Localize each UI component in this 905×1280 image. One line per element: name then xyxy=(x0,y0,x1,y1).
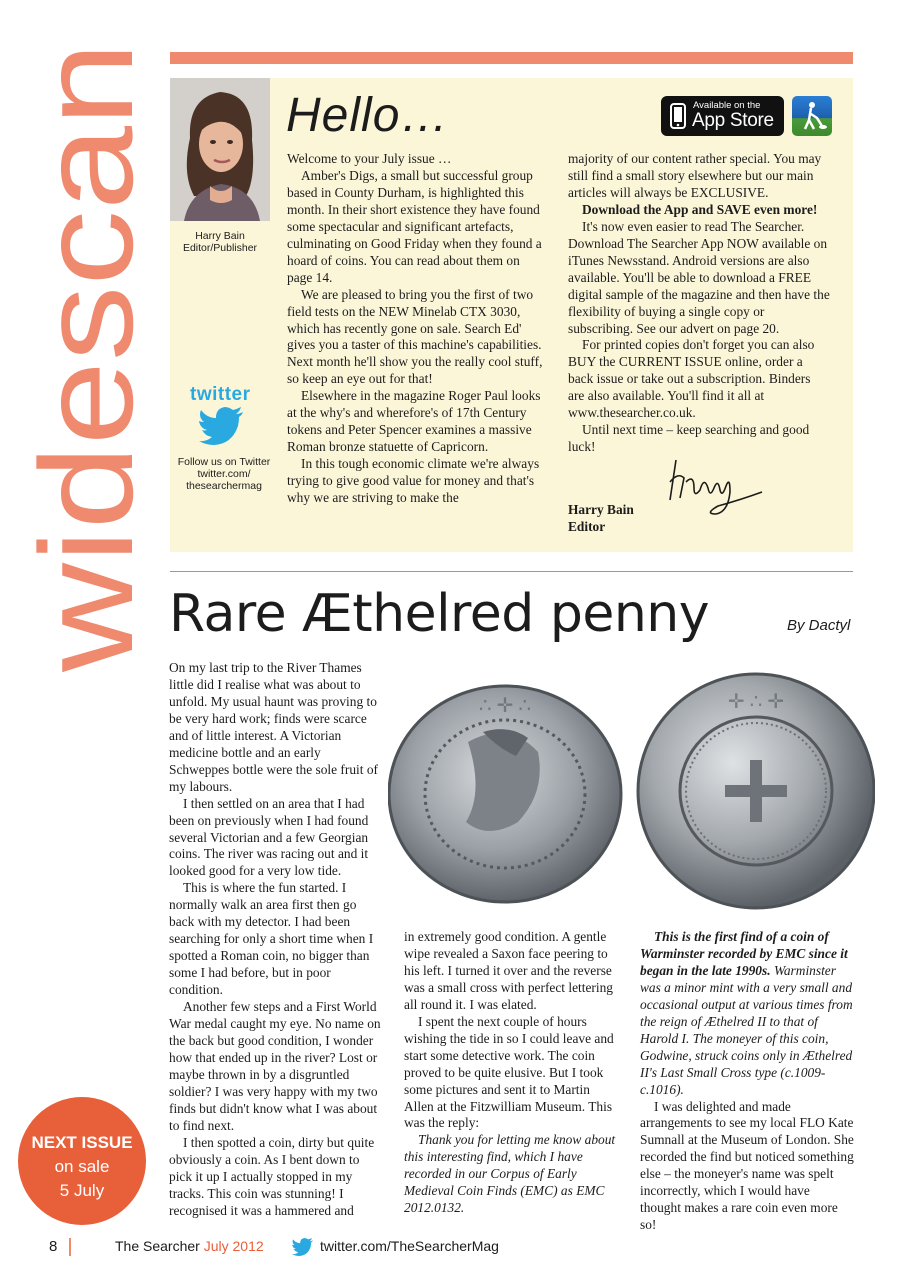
twitter-handle-line-2[interactable]: thesearchermag xyxy=(186,480,262,492)
app-store-small-text: Available on the xyxy=(693,100,761,111)
coin-reverse-image xyxy=(638,674,874,908)
hello-paragraph: In this tough economic climate we're always trying to give good value for money and that's why we are striving to make the xyxy=(287,456,540,506)
svg-text:∴ ✛ ∴: ∴ ✛ ∴ xyxy=(478,695,532,717)
app-store-big-text: App Store xyxy=(692,110,774,131)
article-quote-bold: This is the first find of a coin of Warminster recorded by EMC since it began in the late 1990s. xyxy=(640,929,848,978)
footer-twitter-link[interactable]: twitter.com/TheSearcherMag xyxy=(320,1238,499,1254)
editor-signature xyxy=(664,452,774,520)
footer-magazine-issue xyxy=(115,1238,264,1254)
hello-paragraph: It's now even easier to read The Searcher. Download The Searcher App NOW available on iTunes Newsstand. Android versions are also available. You'll be able to download a FREE digital sample of the magazine and then have the flexibility of buying a single copy or subscribing. See our advert on page 20. xyxy=(568,218,830,336)
twitter-wordmark[interactable]: twitter xyxy=(190,384,251,405)
svg-text:✛ ∴ ✛: ✛ ∴ ✛ xyxy=(727,691,785,713)
twitter-handle-line-1[interactable]: twitter.com/ xyxy=(197,468,251,480)
app-store-button[interactable] xyxy=(661,96,784,136)
next-issue-label: NEXT ISSUE xyxy=(31,1133,133,1152)
phone-icon xyxy=(670,103,686,129)
hello-paragraph: For printed copies don't forget you can also BUY the CURRENT ISSUE online, order a back issue or take out a subscription. Binders are also available. You'll find it all at www.thesearcher.co.uk. xyxy=(568,337,815,421)
twitter-caption xyxy=(170,456,278,492)
article-column-3 xyxy=(640,929,854,1234)
hello-paragraph: We are pleased to bring you the first of two field tests on the NEW Minelab CTX 3030, which has recently gone on sale. Search Ed' gives you a taster of this machine's capabilities. Next month he'll show you the really cool stuff, so keep an eye out for that! xyxy=(287,286,543,387)
hello-paragraph: Welcome to your July issue … xyxy=(287,151,452,166)
editor-photo xyxy=(170,78,270,221)
vertical-brand-word xyxy=(0,36,150,676)
top-accent-bar xyxy=(170,52,853,64)
hello-title: Hello… xyxy=(286,89,450,142)
hello-paragraph: Amber's Digs, a small but successful group based in County Durham, is highlighted this month. In their short existence they have found some spectacular and significant artefacts, culminating on Good Friday when they found a hoard of coins. You can read about them on page 14. xyxy=(287,167,542,285)
article-byline: By Dactyl xyxy=(787,617,851,634)
article-paragraph: in extremely good condition. A gentle wipe revealed a Saxon face peering to his left. I turned it over and the reverse was a small cross with perfect lettering all round it. I was elated. xyxy=(404,929,613,1012)
hello-paragraph: majority of our content rather special. You may still find a small story elsewhere but our main articles will always be EXCLUSIVE. xyxy=(568,151,822,200)
twitter-bird-icon[interactable] xyxy=(199,407,245,445)
editor-caption xyxy=(170,230,270,254)
section-divider xyxy=(170,571,853,572)
article-paragraph: Another few steps and a First World War medal caught my eye. No name on the back but good condition, I wonder how that ended up in the river? Lost or maybe thrown in by a disgruntled soldier? I was very happy with my two finds but didn't know what I was about to find next. xyxy=(169,999,381,1133)
editor-role: Editor/Publisher xyxy=(182,242,258,254)
hello-paragraph-bold: Download the App and SAVE even more! xyxy=(582,201,818,217)
article-paragraph: I was delighted and made arrangements to see my local FLO Kate Sumnall at the Museum of London. She recorded the find but noticed something else – the moneyer's name was spelt incorrectly, which I would have thought makes a rare coin even more so! xyxy=(640,1098,854,1233)
hello-paragraph: Until next time – keep searching and good luck! xyxy=(568,422,810,455)
footer-separator xyxy=(69,1238,71,1256)
article-paragraph: I spent the next couple of hours wishing the tide in so I could leave and start some detective work. The coin proved to be quite elusive. But I took some pictures and sent it to Martin Allen at the Fitzwilliam Museum. This was the reply: xyxy=(404,1013,614,1131)
article-paragraph: On my last trip to the River Thames little did I realise what was about to unfold. My usual haunt was proving to be very hard work; finds were scarce and of little interest. A Victorian medicine bottle and an early Schweppes bottle were the sole fruit of my labours. xyxy=(169,660,378,794)
editor-name: Harry Bain xyxy=(195,230,245,242)
next-issue-badge[interactable] xyxy=(18,1097,146,1225)
article-paragraph: I then spotted a coin, dirty but quite obviously a coin. As I bent down to pick it up I actually stopped in my tracks. This coin was stunning! I recognised it was a hammered and xyxy=(169,1134,375,1218)
searcher-app-icon[interactable] xyxy=(792,96,832,136)
footer-issue-date: July 2012 xyxy=(203,1238,264,1254)
article-column-2 xyxy=(404,929,616,1217)
article-quote-italic: Warminster was a minor mint with a very small and occasional output at various times from the reign of Æthelred II to that of Harold I. The moneyer of this coin, Godwine, struck coins only in Æthelred II's Last Small Cross type (c.1009-c.1016). xyxy=(640,962,853,1097)
coin-obverse-image xyxy=(389,686,621,902)
footer-twitter-icon[interactable] xyxy=(292,1238,314,1256)
page-number: 8 xyxy=(49,1238,58,1255)
editor-signoff xyxy=(568,501,634,535)
coin-photos xyxy=(388,672,875,917)
footer-magazine-name: The Searcher xyxy=(115,1238,200,1254)
signoff-role: Editor xyxy=(568,519,606,534)
signoff-name: Harry Bain xyxy=(568,502,634,517)
article-paragraph: I then settled on an area that I had been on previously when I had found several Victorian and a few Georgian coins. The river was racing out and it looked good for a very low tide. xyxy=(169,795,369,879)
article-column-1 xyxy=(169,660,383,1219)
twitter-follow-text: Follow us on Twitter xyxy=(177,456,271,468)
hello-column-2 xyxy=(568,151,830,456)
next-issue-on-sale: on sale xyxy=(54,1157,110,1176)
article-paragraph: This is where the fun started. I normally walk an area first then go back with my detector. I had been searching for only a short time when I spotted a Roman coin, no bigger than some I had before, but in poor condition. xyxy=(169,880,374,998)
brand-text: widescan xyxy=(13,121,150,672)
article-title: Rare Æthelred penny xyxy=(169,584,710,644)
hello-paragraph: Elsewhere in the magazine Roger Paul looks at the why's and wherefore's of 17th Century tokens and Peter Spencer examines a massive Roman bronze statuette of Capricorn. xyxy=(287,388,541,455)
next-issue-date: 5 July xyxy=(59,1181,105,1200)
hello-column-1 xyxy=(287,151,544,507)
article-quote: Thank you for letting me know about this interesting find, which I have recorded in our Corpus of Early Medieval Coin Finds (EMC) as EMC 2012.0132. xyxy=(404,1132,616,1216)
